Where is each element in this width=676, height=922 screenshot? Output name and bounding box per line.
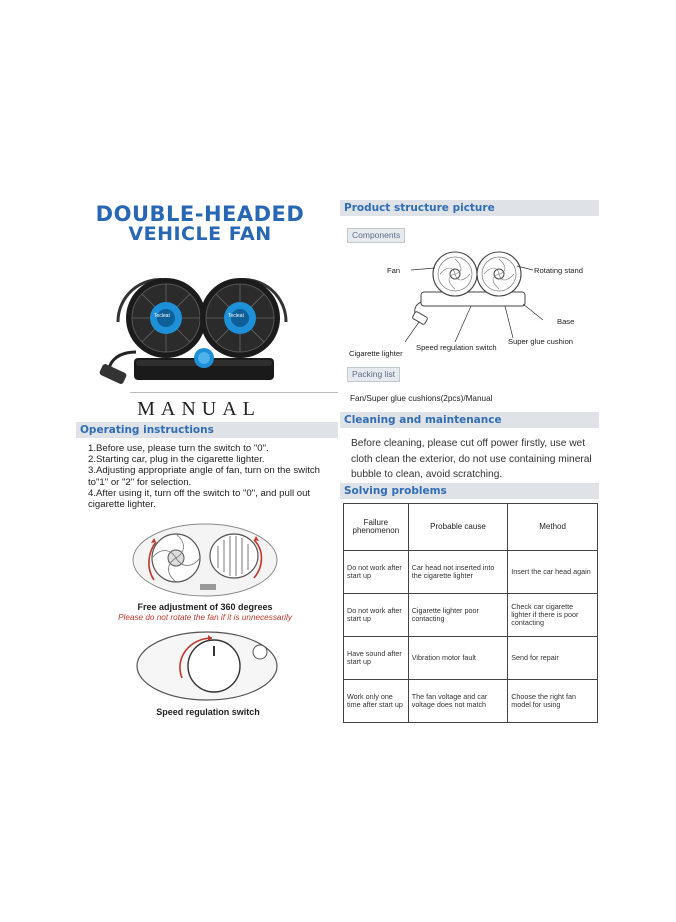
operating-step: 4.After using it, turn off the switch to "0", and pull out cigarette lighter.	[88, 487, 311, 511]
double-fan-product-image	[96, 272, 306, 390]
label-speed-switch: Speed regulation switch	[416, 343, 497, 352]
header-cause: Probable cause	[408, 504, 508, 551]
table-row	[344, 551, 598, 594]
operating-step: 2.Starting car, plug in the cigarette lighter.	[88, 454, 265, 466]
table-cell: Have sound after start up	[344, 637, 409, 680]
table-cell: Do not work after start up	[344, 551, 409, 594]
rotation-illustration	[130, 522, 280, 600]
label-rotating-stand: Rotating stand	[534, 266, 583, 275]
cleaning-text: Before cleaning, please cut off power firstly, use wet cloth clean the exterior, do not use containing mineral bubble to clean, avoid scratching.	[351, 438, 592, 480]
table-row	[344, 637, 598, 680]
label-glue-cushion: Super glue cushion	[508, 337, 574, 346]
label-cigarette-lighter: Cigarette lighter	[349, 349, 403, 358]
table-cell: Insert the car head again	[508, 551, 598, 594]
packing-list-chip: Packing list	[347, 367, 400, 382]
operating-instructions-heading: Operating instructions	[76, 422, 338, 438]
table-cell: Send for repair	[508, 637, 598, 680]
table-cell: Vibration motor fault	[408, 637, 508, 680]
table-cell: Work only one time after start up	[344, 680, 409, 723]
rotation-warning: Please do not rotate the fan if it is unnecessarily	[118, 613, 292, 622]
operating-steps	[88, 443, 340, 510]
solving-problems-table	[343, 503, 598, 723]
speed-switch-caption: Speed regulation switch	[156, 707, 260, 717]
table-header-row	[344, 504, 598, 551]
product-structure-heading: Product structure picture	[340, 200, 599, 216]
table-cell: Choose the right fan model for using	[508, 680, 598, 723]
operating-step: 1.Before use, please turn the switch to "0".	[88, 443, 269, 454]
label-fan: Fan	[387, 266, 401, 275]
table-cell: Do not work after start up	[344, 594, 409, 637]
components-chip: Components	[347, 228, 405, 243]
cleaning-heading: Cleaning and maintenance	[340, 412, 599, 428]
header-method: Method	[508, 504, 598, 551]
speed-switch-illustration	[134, 628, 280, 704]
fan-brand-right: Tecleat	[228, 313, 244, 319]
product-title-line1: DOUBLE-HEADED	[95, 202, 305, 226]
table-cell: The fan voltage and car voltage does not match	[408, 680, 508, 723]
table-cell: Cigarette lighter poor contacting	[408, 594, 508, 637]
manual-divider	[130, 392, 338, 393]
table-row	[344, 680, 598, 723]
header-failure: Failure phenomenon	[344, 504, 409, 551]
operating-step: 3.Adjusting appropriate angle of fan, turn on the switch to"1" or "2" for selection.	[88, 465, 320, 488]
label-base: Base	[557, 317, 575, 326]
packing-list-text: Fan/Super glue cushions(2pcs)/Manual	[350, 394, 493, 403]
product-title-line2: VEHICLE FAN	[128, 223, 272, 245]
fan-brand-left: Tecleat	[154, 313, 170, 319]
manual-label: MANUAL	[137, 398, 261, 420]
table-row	[344, 594, 598, 637]
table-cell: Check car cigarette lighter if there is poor contacting	[508, 594, 598, 637]
structure-diagram	[405, 250, 545, 342]
solving-problems-heading: Solving problems	[340, 483, 599, 499]
rotation-caption: Free adjustment of 360 degrees	[137, 602, 273, 612]
table-cell: Car head not inserted into the cigarette lighter	[408, 551, 508, 594]
